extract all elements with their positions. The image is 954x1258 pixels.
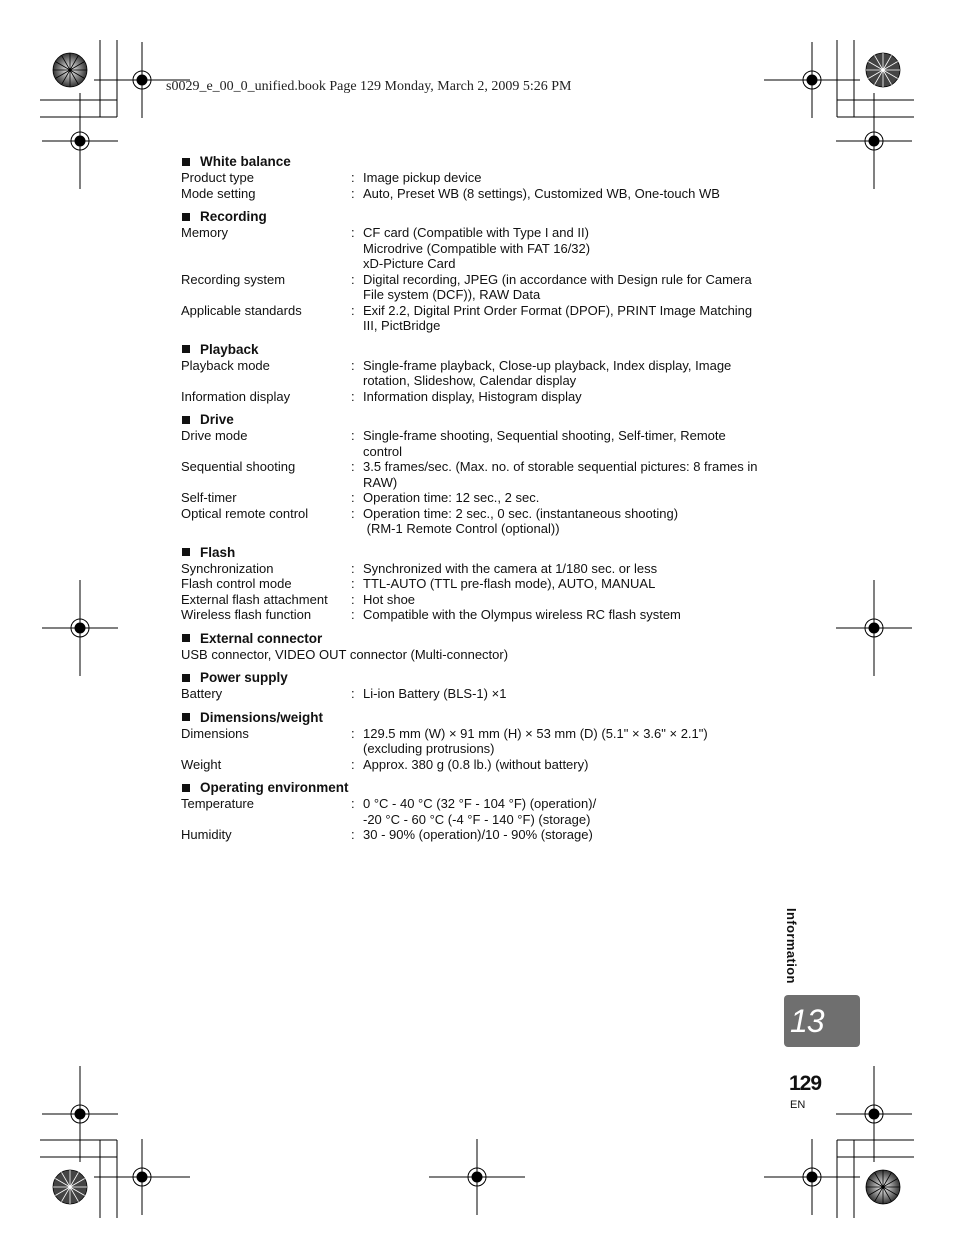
section-title: Dimensions/weight [200,709,324,725]
language-code: EN [790,1099,806,1111]
section-recording [181,208,781,334]
section-playback [181,341,781,405]
section-external-connector [181,630,781,663]
section-title: Power supply [200,670,288,685]
square-bullet-icon [182,213,190,221]
spec-label: Drive mode [181,428,248,443]
section-power-supply [181,669,781,702]
square-bullet-icon [182,674,190,682]
spec-label: External flash attachment [181,591,328,607]
spec-label: Dimensions [181,725,249,741]
spec-label: Temperature [181,796,254,811]
page-number: 129 [789,1072,822,1095]
spec-label: Synchronization [181,560,274,576]
spec-label: Applicable standards [181,302,302,318]
spec-label: Optical remote control [181,505,309,521]
spec-row: Flash control mode : TTL-AUTO (TTL pre-flash mode), AUTO, MANUAL [181,576,656,591]
spec-label: Mode setting [181,185,256,201]
spec-row: Recording system : Digital recording, JPEG (in accordance with Design rule for Camera File system (DCF)), RAW Data [181,271,752,302]
spec-label: Humidity [181,827,232,842]
section-white-balance [181,153,781,201]
square-bullet-icon [182,784,190,792]
spec-label: Battery [181,686,223,701]
print-header-slug: s0029_e_00_0_unified.book Page 129 Monday, March 2, 2009 5:26 PM [166,79,572,94]
spec-label: Self-timer [181,490,237,505]
spec-row: External flash attachment : Hot shoe [181,591,416,607]
square-bullet-icon [182,416,190,424]
section-title: External connector [200,630,323,646]
chapter-number-tab: 13 [784,995,860,1047]
spec-label: Information display [181,388,291,404]
spec-row: Self-timer : Operation time: 12 sec., 2 sec. [181,490,540,505]
spec-row: Sequential shooting : 3.5 frames/sec. (Max. no. of storable sequential pictures: 8 frames in RAW) [181,459,758,490]
square-bullet-icon [182,713,190,721]
spec-row: Dimensions : 129.5 mm (W) × 91 mm (H) × 53 mm (D) (5.1" × 3.6" × 2.1") (excluding protrusions) [181,725,708,756]
spec-label: Memory [181,225,228,240]
section-dimensions-weight [181,709,781,773]
spec-label: Wireless flash function [181,607,312,622]
square-bullet-icon [182,634,190,642]
spec-label: Sequential shooting [181,459,296,474]
section-title: Recording [200,209,267,224]
section-title: Flash [200,544,236,560]
spec-row: Wireless flash function : Compatible with the Olympus wireless RC flash system [181,607,681,622]
section-title: Operating environment [200,780,349,795]
square-bullet-icon [182,158,190,166]
spec-row: Synchronization : Synchronized with the camera at 1/180 sec. or less [181,560,658,576]
spec-row: Information display : Information display, Histogram display [181,388,582,404]
spec-row: Memory : CF card (Compatible with Type I and II) Microdrive (Compatible with FAT 16/32) xD-Picture Card [181,225,591,271]
spec-row: Battery : Li-ion Battery (BLS-1) ×1 [181,686,507,701]
section-flash [181,544,781,623]
section-operating-environment [181,779,781,843]
spec-label: Playback mode [181,357,270,373]
spec-label: Product type [181,170,254,185]
spec-label: Recording system [181,271,286,287]
section-drive [181,411,781,537]
spec-row: Humidity : 30 - 90% (operation)/10 - 90% (storage) [181,827,593,842]
chapter-side-label: Information [784,908,799,984]
spec-row: Drive mode : Single-frame shooting, Sequential shooting, Self-timer, Remote control [181,428,726,459]
spec-row: Temperature : 0 °C - 40 °C (32 °F - 104 °F) (operation)/ -20 °C - 60 °C (-4 °F - 140 °F) (storage) [181,796,597,827]
section-title: White balance [200,154,291,169]
square-bullet-icon [182,548,190,556]
spec-row: Weight : Approx. 380 g (0.8 lb.) (without battery) [181,756,589,772]
spec-row: Playback mode : Single-frame playback, Close-up playback, Index display, Image rotation, Slideshow, Calendar display [181,357,732,388]
spec-row: Applicable standards : Exif 2.2, Digital Print Order Format (DPOF), PRINT Image Matching III, PictBridge [181,302,753,333]
specifications-content [181,153,781,850]
spec-label: Weight [181,756,222,772]
spec-row: Product type : Image pickup device [181,170,482,185]
spec-row: Mode setting : Auto, Preset WB (8 settings), Customized WB, One-touch WB [181,185,720,201]
square-bullet-icon [182,345,190,353]
spec-row: Optical remote control : Operation time: 2 sec., 0 sec. (instantaneous shooting) (RM-1 Remote Control (optional)) [181,505,679,536]
spec-label: Flash control mode [181,576,292,591]
section-title: Playback [200,341,259,357]
spec-text: USB connector, VIDEO OUT connector (Multi-connector) [181,646,509,662]
section-title: Drive [200,412,234,427]
